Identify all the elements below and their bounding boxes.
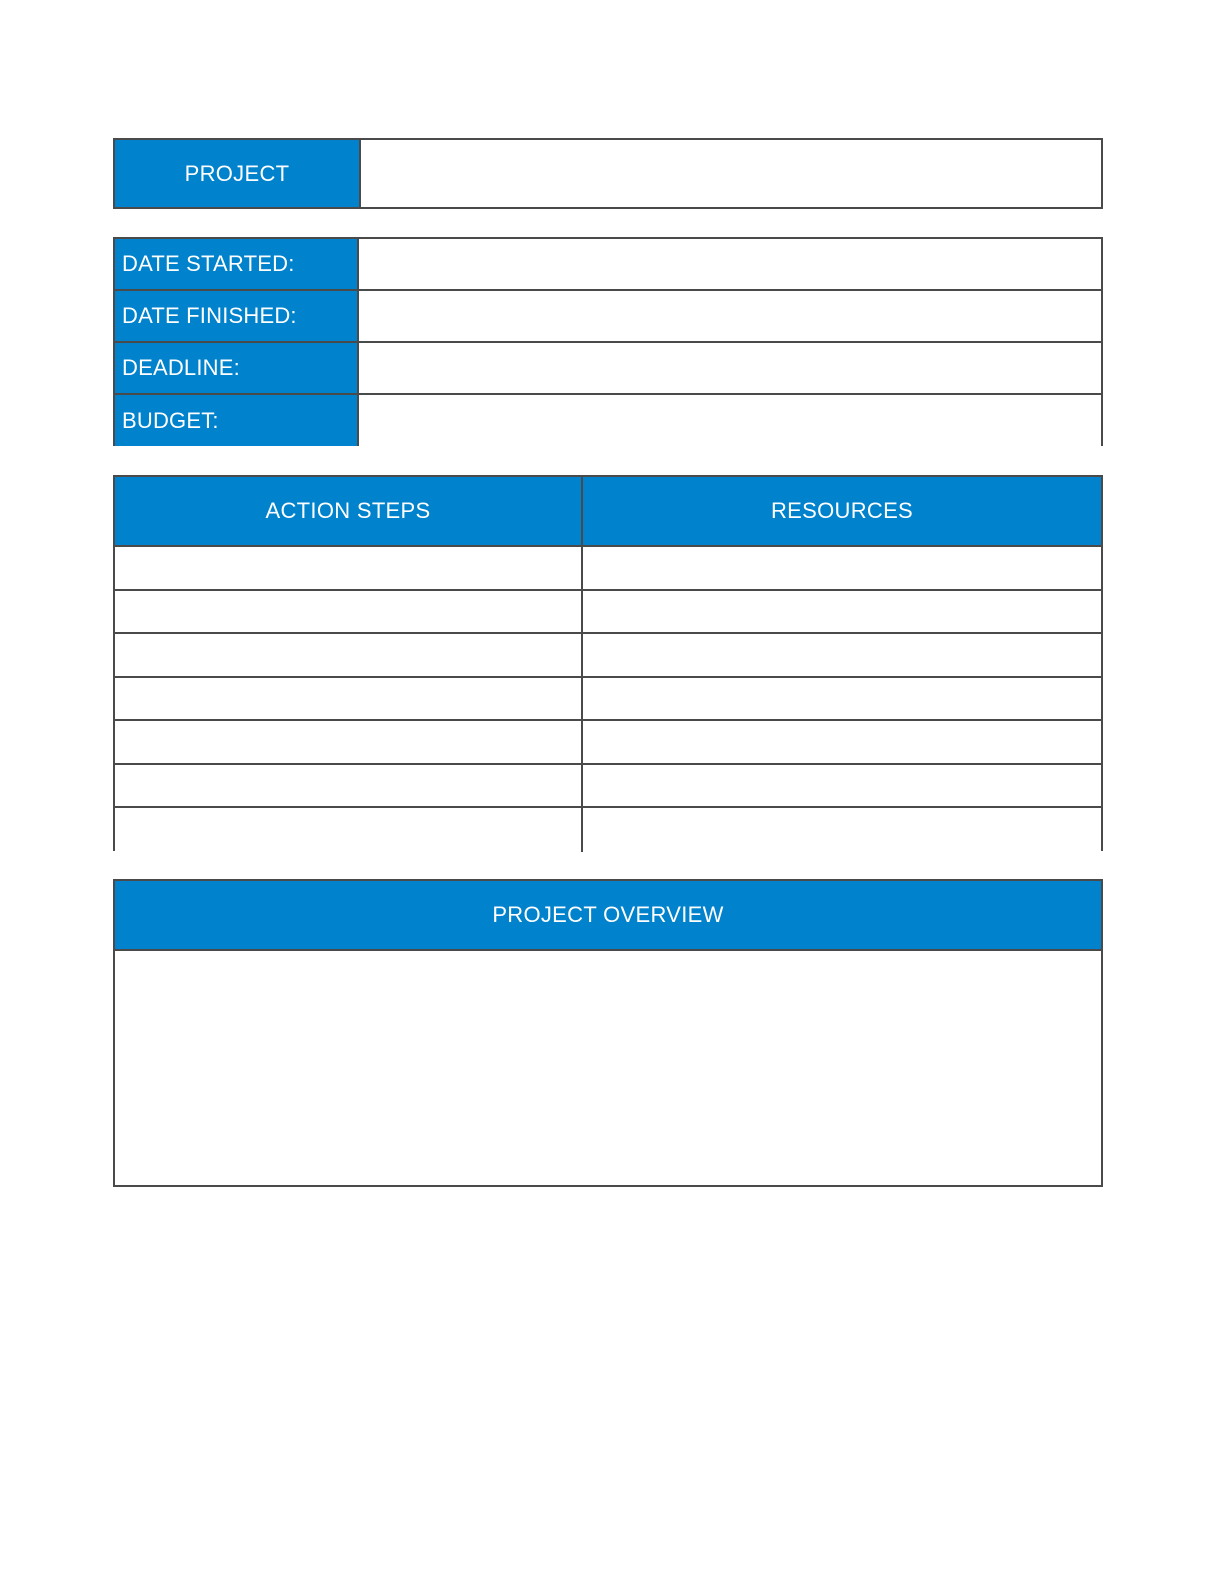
budget-field[interactable] — [359, 395, 1101, 446]
table-row — [115, 591, 1101, 635]
action-steps-header: ACTION STEPS — [115, 477, 583, 545]
resource-cell[interactable] — [583, 808, 1101, 852]
action-steps-header-row — [115, 477, 1101, 547]
resource-cell[interactable] — [583, 678, 1101, 720]
date-finished-row — [115, 291, 1101, 343]
project-label: PROJECT — [115, 140, 361, 207]
deadline-label: DEADLINE: — [115, 343, 359, 393]
action-step-cell[interactable] — [115, 678, 583, 720]
action-step-cell[interactable] — [115, 808, 583, 852]
project-overview-field[interactable] — [115, 951, 1101, 1185]
resource-cell[interactable] — [583, 721, 1101, 763]
date-started-row — [115, 239, 1101, 291]
table-row — [115, 678, 1101, 722]
resource-cell[interactable] — [583, 591, 1101, 633]
resources-header: RESOURCES — [583, 477, 1101, 545]
date-started-label: DATE STARTED: — [115, 239, 359, 289]
resource-cell[interactable] — [583, 547, 1101, 589]
project-block — [113, 138, 1103, 209]
action-step-cell[interactable] — [115, 547, 583, 589]
date-finished-field[interactable] — [359, 291, 1101, 341]
table-row — [115, 808, 1101, 852]
project-overview-header: PROJECT OVERVIEW — [115, 881, 1101, 951]
table-row — [115, 765, 1101, 809]
table-row — [115, 634, 1101, 678]
deadline-row — [115, 343, 1101, 395]
date-finished-label: DATE FINISHED: — [115, 291, 359, 341]
budget-label: BUDGET: — [115, 395, 359, 446]
budget-row — [115, 395, 1101, 446]
project-value-field[interactable] — [361, 140, 1101, 207]
action-step-cell[interactable] — [115, 634, 583, 676]
action-step-cell[interactable] — [115, 765, 583, 807]
resource-cell[interactable] — [583, 765, 1101, 807]
action-step-cell[interactable] — [115, 591, 583, 633]
action-step-cell[interactable] — [115, 721, 583, 763]
action-steps-table — [113, 475, 1103, 851]
date-started-field[interactable] — [359, 239, 1101, 289]
deadline-field[interactable] — [359, 343, 1101, 393]
project-overview-section — [113, 879, 1103, 1187]
project-info-table — [113, 237, 1103, 446]
table-row — [115, 721, 1101, 765]
table-row — [115, 547, 1101, 591]
resource-cell[interactable] — [583, 634, 1101, 676]
